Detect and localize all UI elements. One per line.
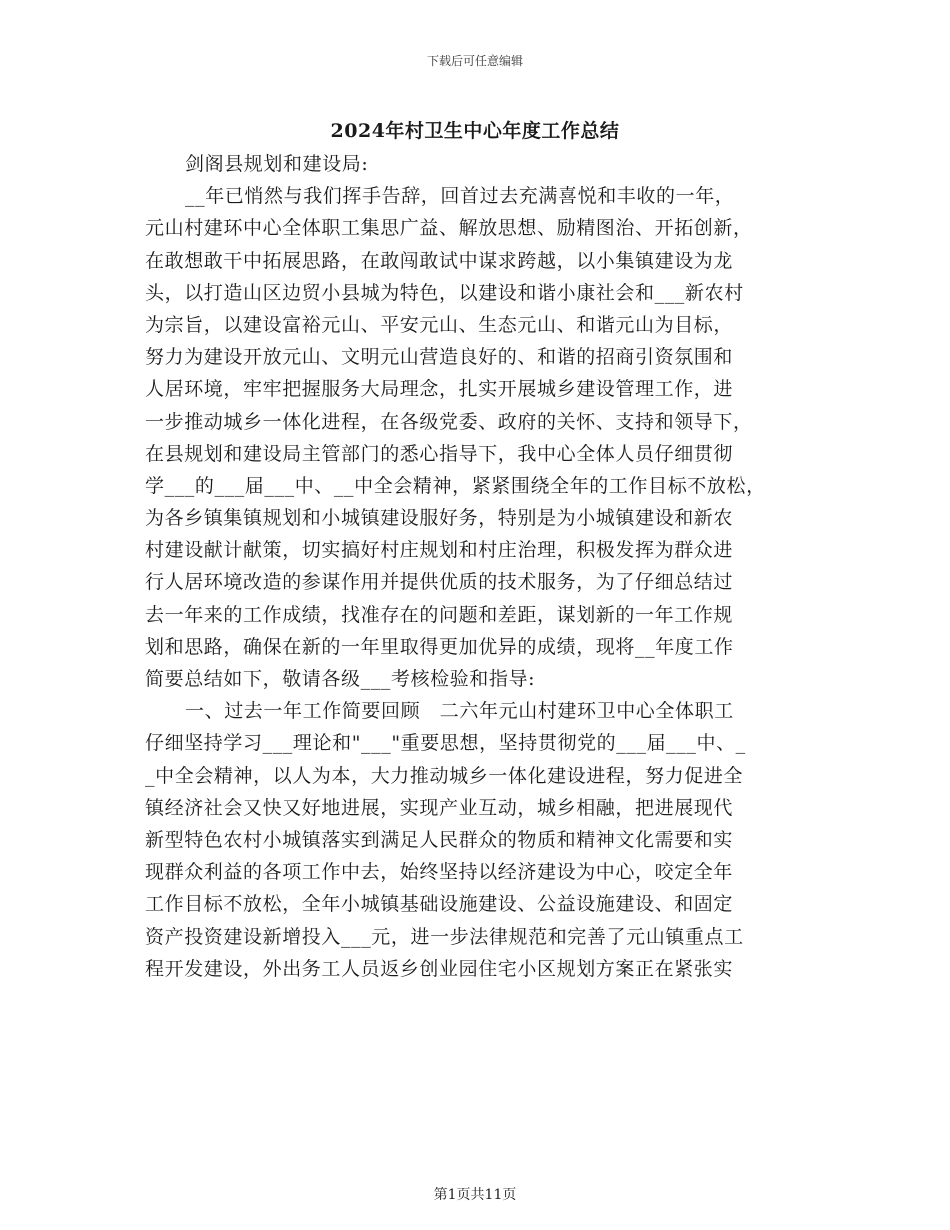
- body-line: 仔细坚持学习___理论和"___"重要思想，坚持贯彻党的___届___中、_: [145, 732, 746, 755]
- body-line: 镇经济社会又快又好地进展，实现产业互动，城乡相融，把进展现代: [145, 796, 734, 819]
- body-line: 学___的___届___中、__中全会精神，紧紧围绕全年的工作目标不放松，: [145, 474, 766, 497]
- body-line: 行人居环境改造的参谋作用并提供优质的技术服务，为了仔细总结过: [145, 571, 734, 594]
- body-line: 人居环境，牢牢把握服务大局理念，扎实开展城乡建设管理工作，进: [145, 378, 734, 401]
- body-line: 元山村建环中心全体职工集思广益、解放思想、励精图治、开拓创新，: [145, 217, 753, 240]
- page-header-note: 下载后可任意编辑: [426, 54, 523, 68]
- body-line: 为各乡镇集镇规划和小城镇建设服好务，特别是为小城镇建设和新农: [145, 507, 734, 530]
- body-line: 村建设献计献策，切实搞好村庄规划和村庄治理，积极发挥为群众进: [145, 539, 734, 562]
- body-line: 程开发建设，外出务工人员返乡创业园住宅小区规划方案正在紧张实: [145, 957, 734, 980]
- section-heading-line: 一、过去一年工作简要回顾 二六年元山村建环卫中心全体职工: [185, 700, 734, 723]
- body-line: 划和思路，确保在新的一年里取得更加优异的成绩，现将__年度工作: [145, 635, 734, 658]
- body-line: 工作目标不放松，全年小城镇基础设施建设、公益设施建设、和固定: [145, 893, 734, 916]
- body-line: 在敢想敢干中拓展思路，在敢闯敢试中谋求跨越，以小集镇建设为龙: [145, 249, 734, 272]
- body-line: 为宗旨，以建设富裕元山、平安元山、生态元山、和谐元山为目标，: [145, 313, 734, 336]
- body-line: 在县规划和建设局主管部门的悉心指导下，我中心全体人员仔细贯彻: [145, 442, 734, 465]
- body-line: 去一年来的工作成绩，找准存在的问题和差距，谋划新的一年工作规: [145, 603, 734, 626]
- document-title: 2024年村卫生中心年度工作总结: [330, 120, 620, 142]
- document-body: [145, 148, 805, 985]
- body-line: 现群众利益的各项工作中去，始终坚持以经济建设为中心，咬定全年: [145, 861, 734, 884]
- body-line-addressee: 剑阁县规划和建设局:: [185, 153, 369, 175]
- body-line: __年已悄然与我们挥手告辞，回首过去充满喜悦和丰收的一年，: [185, 185, 735, 208]
- body-line: 头，以打造山区边贸小县城为特色，以建设和谐小康社会和___新农村: [145, 281, 744, 304]
- body-line: 一步推动城乡一体化进程，在各级党委、政府的关怀、支持和领导下，: [145, 410, 753, 433]
- body-line: 资产投资建设新增投入___元，进一步法律规范和完善了元山镇重点工: [145, 925, 744, 948]
- body-line: 简要总结如下，敬请各级___考核检验和指导:: [145, 668, 536, 690]
- page-number-footer: 第1页共11页: [433, 1187, 517, 1203]
- body-line: 新型特色农村小城镇落实到满足人民群众的物质和精神文化需要和实: [145, 828, 734, 851]
- body-line: 努力为建设开放元山、文明元山营造良好的、和谐的招商引资氛围和: [145, 346, 734, 369]
- body-line: _中全会精神，以人为本，大力推动城乡一体化建设进程，努力促进全: [145, 764, 744, 787]
